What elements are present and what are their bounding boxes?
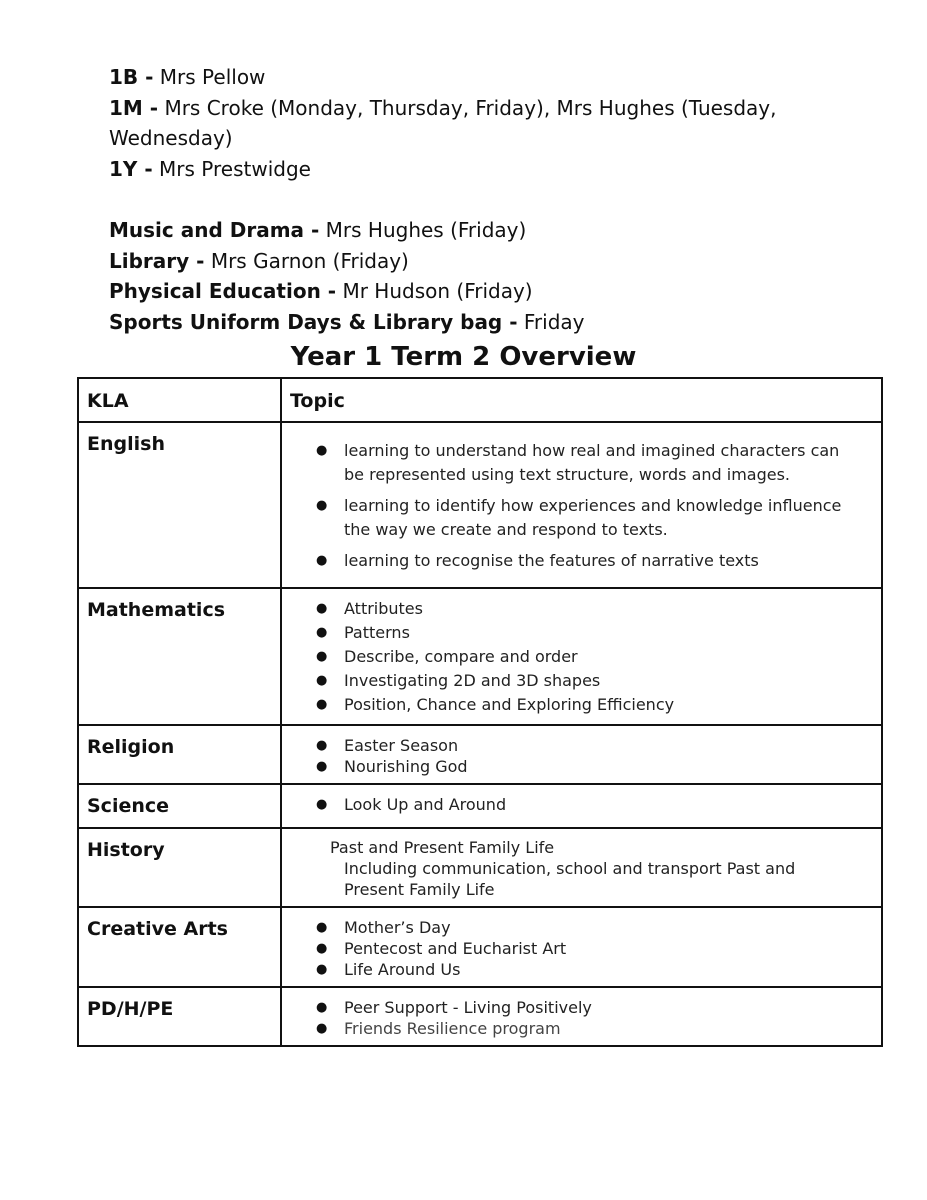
topic-cell <box>281 784 882 828</box>
kla-label: History <box>87 839 165 861</box>
class-code: 1B - <box>109 65 154 89</box>
table-row-mathematics <box>78 588 882 725</box>
table-row-creative-arts <box>78 907 882 987</box>
kla-cell <box>78 725 281 784</box>
specialist-sports-uniform <box>109 307 829 338</box>
class-1y <box>109 154 829 185</box>
list-item: ● Look Up and Around <box>282 794 881 815</box>
list-item: ● learning to understand how real and imagined characters can be represented using text structure, words and images. <box>282 439 881 487</box>
specialist-music <box>109 215 829 246</box>
kla-cell <box>78 907 281 987</box>
list-item: ● Friends Resilience program <box>282 1018 881 1039</box>
staff-list <box>109 62 829 337</box>
class-1m <box>109 93 829 154</box>
table-row-science <box>78 784 882 828</box>
topic-list <box>282 439 881 573</box>
list-item: ● Pentecost and Eucharist Art <box>282 938 881 959</box>
kla-cell <box>78 784 281 828</box>
kla-cell <box>78 828 281 907</box>
table-row-pdhpe <box>78 987 882 1046</box>
specialist-library <box>109 246 829 277</box>
list-item: ● learning to recognise the features of narrative texts <box>282 549 881 573</box>
kla-label: Creative Arts <box>87 918 228 940</box>
kla-label: Science <box>87 795 170 817</box>
table-row-history <box>78 828 882 907</box>
topic-list <box>282 794 881 815</box>
kla-cell <box>78 422 281 588</box>
spacer <box>109 184 829 215</box>
kla-label: Religion <box>87 736 175 758</box>
topic-list <box>282 735 881 777</box>
list-item: ● Investigating 2D and 3D shapes <box>282 669 881 693</box>
kla-label: English <box>87 433 165 455</box>
topic-list <box>282 917 881 980</box>
history-line: Including communication, school and transport Past and Present Family Life <box>344 859 796 899</box>
list-item: ● Attributes <box>282 597 881 621</box>
topic-cell <box>281 422 882 588</box>
list-item: ● Easter Season <box>282 735 881 756</box>
kla-label: PD/H/PE <box>87 998 174 1020</box>
class-code: 1Y - <box>109 156 153 181</box>
specialist-detail: Mr Hudson (Friday) <box>342 279 533 303</box>
table-header-row <box>78 378 882 422</box>
class-1b <box>109 62 829 93</box>
specialist-detail: Mrs Hughes (Friday) <box>325 218 527 242</box>
list-item: ● Describe, compare and order <box>282 645 881 669</box>
class-code: 1M - <box>109 95 159 120</box>
kla-cell <box>78 987 281 1046</box>
list-item: ● Peer Support - Living Positively <box>282 997 881 1018</box>
history-line: Past and Present Family Life <box>330 838 555 857</box>
kla-cell <box>78 588 281 725</box>
list-item: ● Patterns <box>282 621 881 645</box>
topic-list <box>282 597 881 717</box>
list-item: ● learning to identify how experiences and knowledge influence the way we create and respond to texts. <box>282 494 881 542</box>
topic-cell <box>281 588 882 725</box>
class-teacher: Mrs Pellow <box>159 65 266 89</box>
specialist-detail: Mrs Garnon (Friday) <box>210 248 409 273</box>
table-row-english <box>78 422 882 588</box>
header-topic <box>281 378 882 422</box>
header-kla-label: KLA <box>87 390 129 412</box>
topic-cell <box>281 987 882 1046</box>
class-teacher: Mrs Prestwidge <box>159 156 311 181</box>
specialist-pe <box>109 276 829 307</box>
topic-list <box>282 997 881 1039</box>
overview-table <box>77 377 883 1047</box>
list-item: ● Mother’s Day <box>282 917 881 938</box>
table-row-religion <box>78 725 882 784</box>
specialist-subject: Library - <box>109 248 205 273</box>
specialist-detail: Friday <box>523 309 585 334</box>
specialist-subject: Physical Education - <box>109 279 337 303</box>
header-kla <box>78 378 281 422</box>
class-teacher: Mrs Croke (Monday, Thursday, Friday), Mrs Hughes (Tuesday, Wednesday) <box>109 95 777 150</box>
specialist-subject: Music and Drama - <box>109 218 320 242</box>
history-text <box>282 829 881 900</box>
list-item: ● Nourishing God <box>282 756 881 777</box>
list-item: ● Position, Chance and Exploring Efficiency <box>282 693 881 717</box>
header-topic-label: Topic <box>290 390 345 412</box>
specialist-subject: Sports Uniform Days & Library bag - <box>109 309 518 334</box>
kla-label: Mathematics <box>87 599 226 621</box>
topic-cell <box>281 907 882 987</box>
topic-cell <box>281 828 882 907</box>
page-title: Year 1 Term 2 Overview <box>290 342 637 372</box>
topic-cell <box>281 725 882 784</box>
list-item: ● Life Around Us <box>282 959 881 980</box>
